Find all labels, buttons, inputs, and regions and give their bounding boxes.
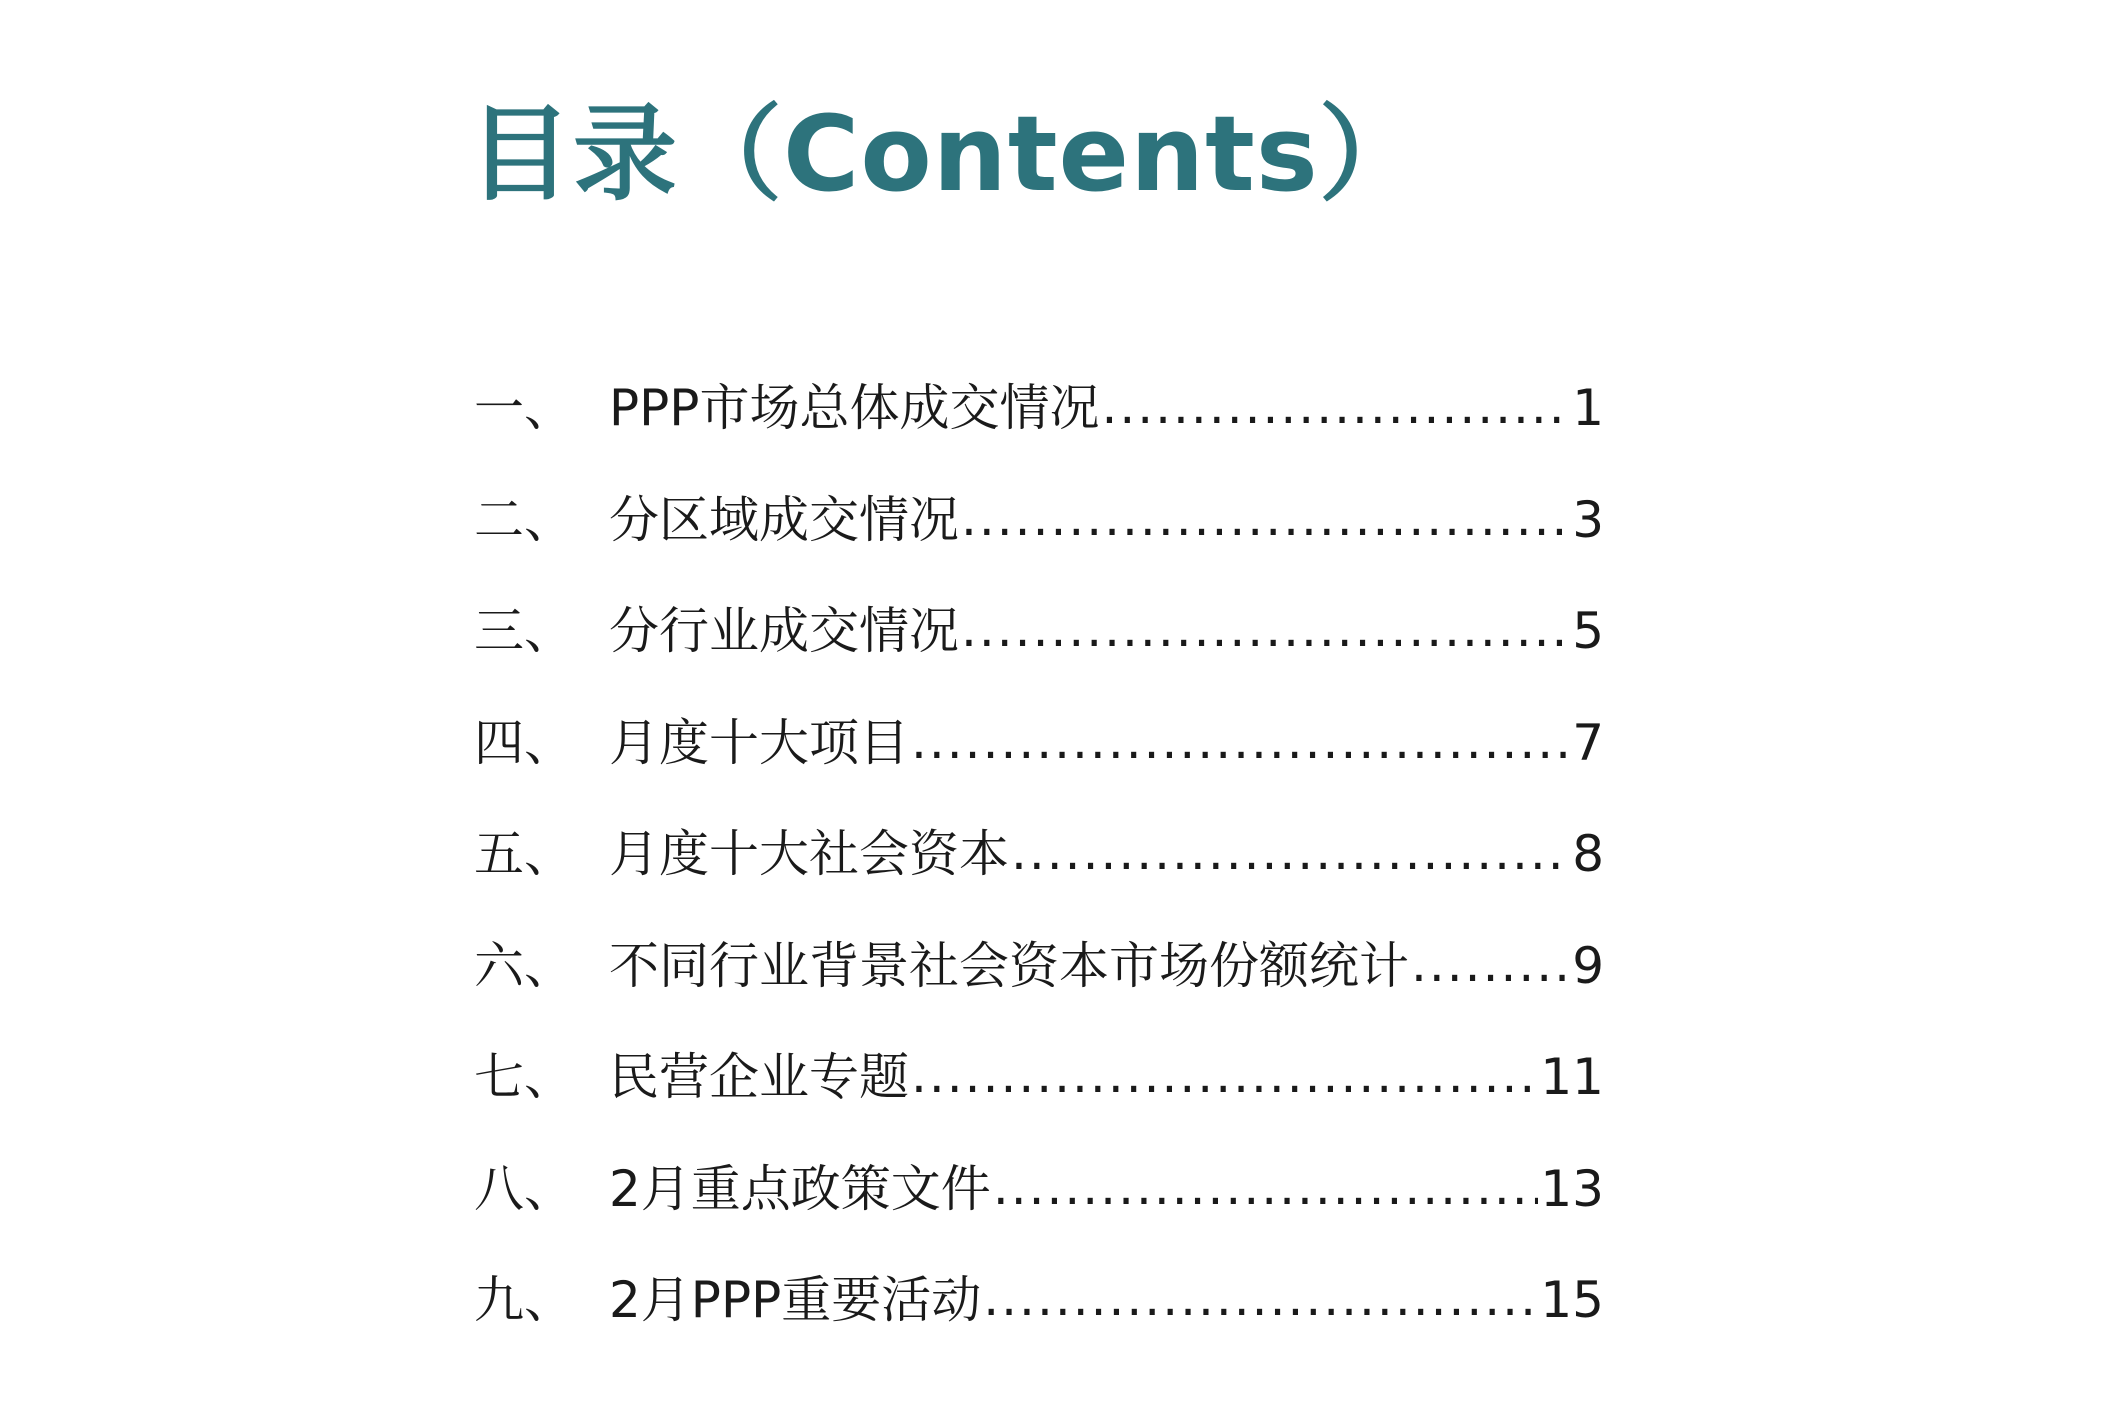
toc-dot-leader xyxy=(1011,816,1570,888)
table-of-contents xyxy=(474,372,1604,1376)
toc-entry-page: 11 xyxy=(1540,1048,1604,1106)
toc-dot-leader xyxy=(993,1151,1539,1223)
toc-entry[interactable] xyxy=(474,930,1604,1042)
toc-entry[interactable] xyxy=(474,484,1604,596)
toc-dot-leader xyxy=(961,593,1570,665)
toc-dot-leader xyxy=(911,705,1570,777)
toc-entry[interactable] xyxy=(474,372,1604,484)
toc-dot-leader xyxy=(961,482,1570,554)
toc-dot-leader xyxy=(983,1262,1538,1334)
page-title: 目录（Contents） xyxy=(468,93,1424,215)
toc-entry-page: 7 xyxy=(1572,713,1604,772)
toc-entry[interactable] xyxy=(474,707,1604,819)
toc-entry-page: 1 xyxy=(1572,379,1604,437)
toc-entry-number: 六、 xyxy=(474,936,574,995)
toc-entry-title: 月度十大项目 xyxy=(609,713,909,772)
toc-entry-title: 2月PPP重要活动 xyxy=(609,1271,982,1329)
toc-entry[interactable] xyxy=(474,1153,1604,1265)
toc-entry-number: 四、 xyxy=(474,713,574,772)
toc-entry-title: 分行业成交情况 xyxy=(609,602,959,660)
toc-entry-title: PPP市场总体成交情况 xyxy=(609,379,1100,437)
toc-entry-page: 5 xyxy=(1572,602,1604,660)
toc-entry-title: 月度十大社会资本 xyxy=(609,825,1009,883)
toc-entry-title: 分区域成交情况 xyxy=(609,490,959,549)
toc-entry-number: 五、 xyxy=(474,825,574,883)
toc-entry[interactable] xyxy=(474,1041,1604,1153)
toc-dot-leader xyxy=(1411,928,1570,1000)
toc-entry-number: 七、 xyxy=(474,1048,574,1106)
toc-entry-title: 不同行业背景社会资本市场份额统计 xyxy=(609,936,1409,995)
toc-entry[interactable] xyxy=(474,1264,1604,1376)
toc-entry-number: 一、 xyxy=(474,379,574,437)
toc-entry-page: 15 xyxy=(1540,1271,1604,1329)
toc-entry-page: 9 xyxy=(1572,936,1604,995)
toc-entry-number: 二、 xyxy=(474,490,574,549)
toc-entry-title: 民营企业专题 xyxy=(609,1048,909,1106)
toc-entry-number: 八、 xyxy=(474,1159,574,1218)
toc-entry[interactable] xyxy=(474,818,1604,930)
toc-entry[interactable] xyxy=(474,595,1604,707)
toc-dot-leader xyxy=(911,1039,1538,1111)
toc-entry-page: 13 xyxy=(1540,1159,1604,1218)
toc-entry-number: 三、 xyxy=(474,602,574,660)
toc-entry-number: 九、 xyxy=(474,1271,574,1329)
toc-entry-title: 2月重点政策文件 xyxy=(609,1159,991,1218)
toc-dot-leader xyxy=(1101,370,1570,442)
toc-entry-page: 3 xyxy=(1572,490,1604,549)
toc-entry-page: 8 xyxy=(1572,825,1604,883)
